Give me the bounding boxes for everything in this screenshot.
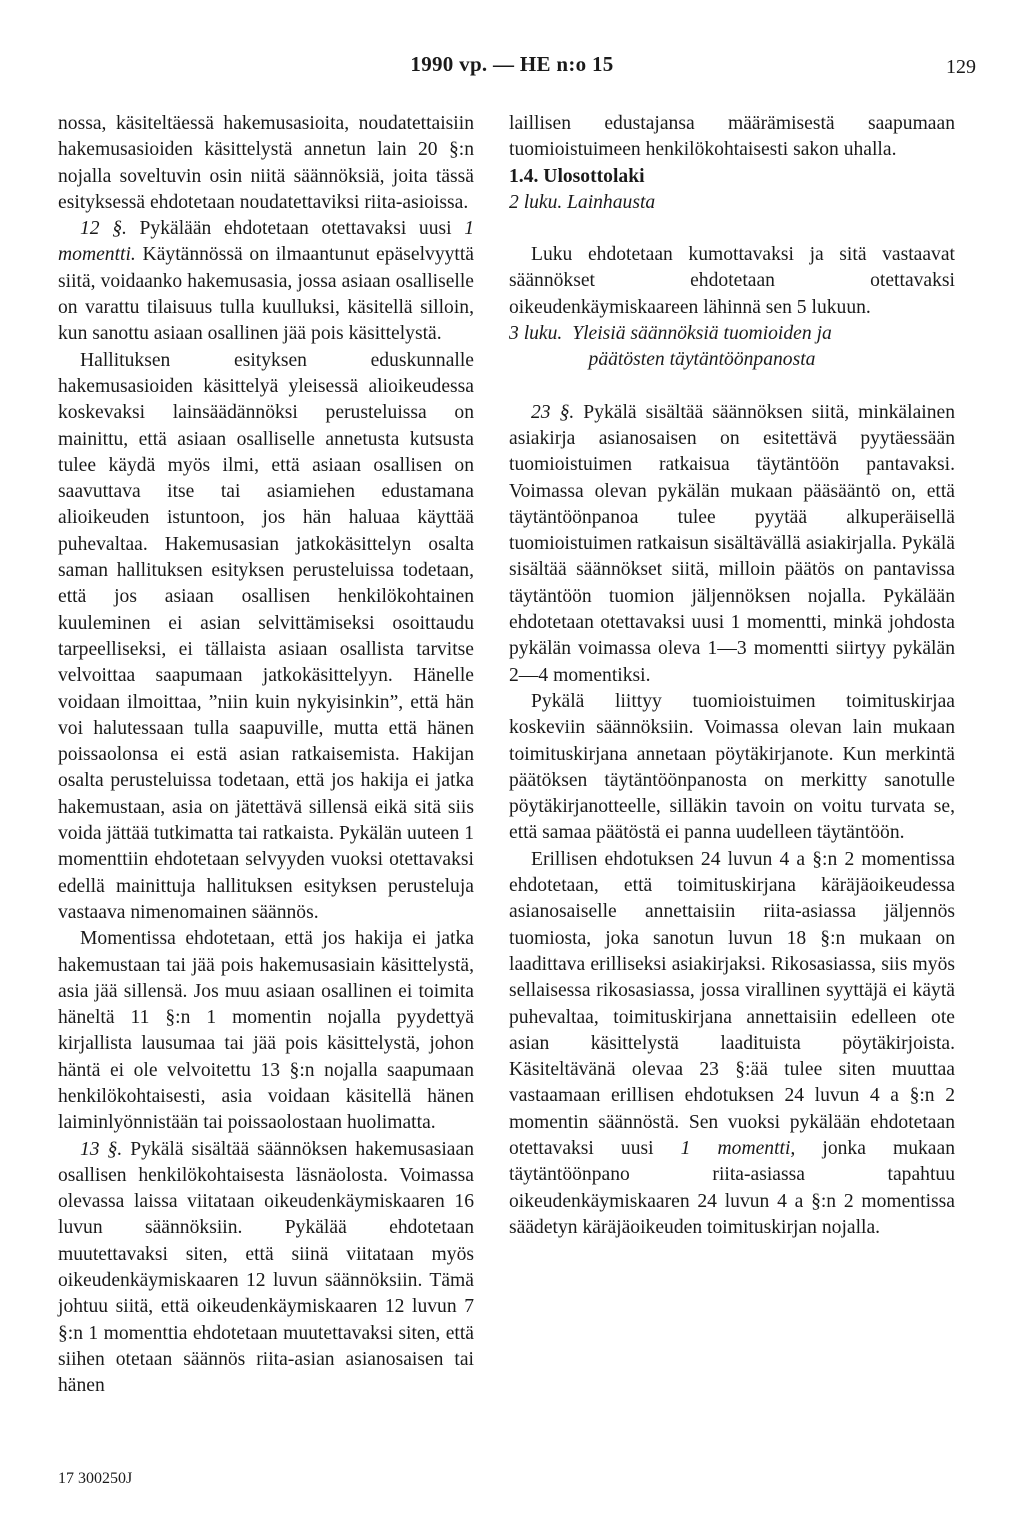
section-heading: 1.4. Ulosottolaki <box>509 165 645 187</box>
paragraph-23-section: 23 §. Pykälä sisältää säännöksen siitä, minkälainen asiakirja asianosaisen on esitettävä pyytäessään tuomioistuimen ratkaisua täytäntöön pantavaksi. Voimassa olevan pykälän mukaan pääsääntö on, että täytäntöönpanoa tulee pyytää alkuperäisellä tuomioistuimen ratkaisun sisältävällä asiakirjalla. Pykälä sisältää säännökset siitä, milloin päätös on pantavissa täytäntöön tuomion jäljennöksen nojalla. Pykälään ehdotetaan otettavaksi uusi 1 momentti, minkä johdosta pykälän voimassa oleva 1—3 momentti siirtyy pykälän 2—4 momentiksi. <box>509 401 956 686</box>
section-mark: 12 §. <box>80 218 127 240</box>
chapter-heading: 2 luku. Lainhausta <box>509 191 656 213</box>
paragraph: nossa, käsiteltäessä hakemusasioita, noudatettaisiin hakemusasioiden käsittelystä annetun lain 20 §:n nojalla soveltuvin osin niitä säännöksiä, joita tässä esityksessä ehdotetaan noudatettaviksi riita-asioissa. <box>58 113 474 213</box>
paragraph-13-section: 13 §. Pykälä sisältää säännöksen hakemusasiaan osallisen henkilökohtaisesta läsnäolosta. Voimassa olevassa laissa viitataan oikeudenkäymiskaaren 16 luvun säännöksiin. Pykälää ehdotetaan muutettavaksi siten, että siinä viitataan myös oikeudenkäymiskaaren 12 luvun säännöksiin. Tämä johtuu siitä, että oikeudenkäymiskaaren 12 luvun 7 §:n 1 momenttia ehdotetaan muutettavaksi siten, että siihen otetaan säännös riita-asian asianosaisen tai hänen <box>58 1138 474 1397</box>
right-column <box>509 111 955 1241</box>
printer-code: 17 300250J <box>58 1470 133 1487</box>
section-mark: 23 §. <box>531 401 575 423</box>
paragraph-12-section: 12 §. Pykälään ehdotetaan otettavaksi uusi 1 momentti. Käytännössä on ilmaantunut epäselvyyttä siitä, voidaanko hakemusasia, jossa asiaan osalliselle on varattu tilaisuus tulla kuulluksi, käsitellä silloin, kun sanottu asiaan osallinen jää pois käsittelystä. <box>58 218 475 345</box>
paragraph: laillisen edustajansa määrämisestä saapumaan tuomioistuimeen henkilökohtaisesti sakon uhalla. <box>509 113 955 161</box>
running-header: 1990 vp. — HE n:o 15 <box>410 52 614 76</box>
paragraph: Momentissa ehdotetaan, että jos hakija ei jatka hakemustaan tai jää pois hakemusasiain käsittelystä, asia jää sillensä. Jos muu asiaan osallinen ei toimita häneltä 11 §:n 1 momentin nojalla pyydettyä kirjallista lausumaa tai jää pois käsittelystä, johon häntä ei ole velvoitettu 13 §:n nojalla saapumaan henkilökohtaisesti, asia voidaan käsitellä hänen laiminlyönnistään tai poissaolostaan huolimatta. <box>58 928 474 1134</box>
chapter-heading: 3 luku. Yleisiä säännöksiä tuomioiden ja päätösten täytäntöönpanosta <box>509 323 832 371</box>
paragraph: Hallituksen esityksen eduskunnalle hakemusasioiden käsittelyä yleisessä alioikeudessa koskevaksi lainsäädännöksi perusteluissa on mainittu, että asiaan osalliselle annetusta kutsusta tulee käydä myös ilmi, että asiaan osallisen on saavuttava itse tai asiamiehen edustamana alioikeuden istuntoon, jos hän haluaa käyttää puhevaltaa. Hakemusasian jatkokäsittelyn osalta saman hallituksen esityksen perusteluissa todetaan, että jos asiaan osallisen henkilökohtainen kuuleminen ei asian selvittämiseksi osoittaudu tarpeelliseksi, ei tällaista asiaan osallista tarvitse velvoittaa saapumaan jatkokäsittelyyn. Hänelle voidaan ilmoittaa, ”niin kuin nykyisinkin”, että hän voi halutessaan tulla saapuville, mutta että hänen poissaolonsa ei estä asian ratkaisemista. Hakijan osalta perusteluissa todetaan, että jos hakija ei jatka hakemustaan, asia on jätettävä sillensä eikä sitä siis voida jättää tutkimatta tai ratkaista. Pykälän uuteen 1 momenttiin ehdotetaan selvyyden vuoksi otettavaksi edellä mainittuja hallituksen esityksen perusteluja vastaava nimenomainen säännös. <box>58 349 474 923</box>
paragraph: Erillisen ehdotuksen 24 luvun 4 a §:n 2 momentissa ehdotetaan, että toimituskirjana käräjäoikeudessa asianosaiselle annettaisiin riita-asiassa jäljennös tuomiosta, joka sanotun luvun 18 §:n mukaan on laadittava erilliseksi asiakirjaksi. Rikosasiassa, siis myös sellaisessa rikosasiassa, jossa virallinen syyttäjä ei käytä puhevaltaa, toimituskirjana annettaisiin edelleen ote asian käsittelystä laadituista pöytäkirjoista. Käsiteltävänä olevaa 23 §:ää tulee siten muuttaa vastaamaan erillisen ehdotuksen 24 luvun 4 a §:n 2 momentin säännöstä. Sen vuoksi pykälään ehdotetaan otettavaksi uusi 1 momentti, jonka mukaan täytäntöönpano riita-asiassa tapahtuu oikeudenkäymiskaaren 24 luvun 4 a §:n 2 momentissa säädetyn käräjäoikeuden toimituskirjan nojalla. <box>509 848 955 1238</box>
paragraph: Luku ehdotetaan kumottavaksi ja sitä vastaavat säännökset ehdotetaan otettavaksi oikeudenkäymiskaareen lähinnä sen 5 lukuun. <box>509 244 955 318</box>
paragraph: Pykälä liittyy tuomioistuimen toimituskirjaa koskeviin säännöksiin. Voimassa olevan lain mukaan toimituskirjana annetaan pöytäkirjanote. Kun merkintä päätöksen täytäntöönpanosta on merkitty sanotulle pöytäkirjanotteelle, silläkin tavoin on voitu turvata se, että samaa päätöstä ei panna uudelleen täytäntöön. <box>509 690 955 844</box>
left-column <box>58 111 474 1400</box>
section-mark: 13 §. <box>80 1138 123 1160</box>
page-number: 129 <box>946 56 976 78</box>
